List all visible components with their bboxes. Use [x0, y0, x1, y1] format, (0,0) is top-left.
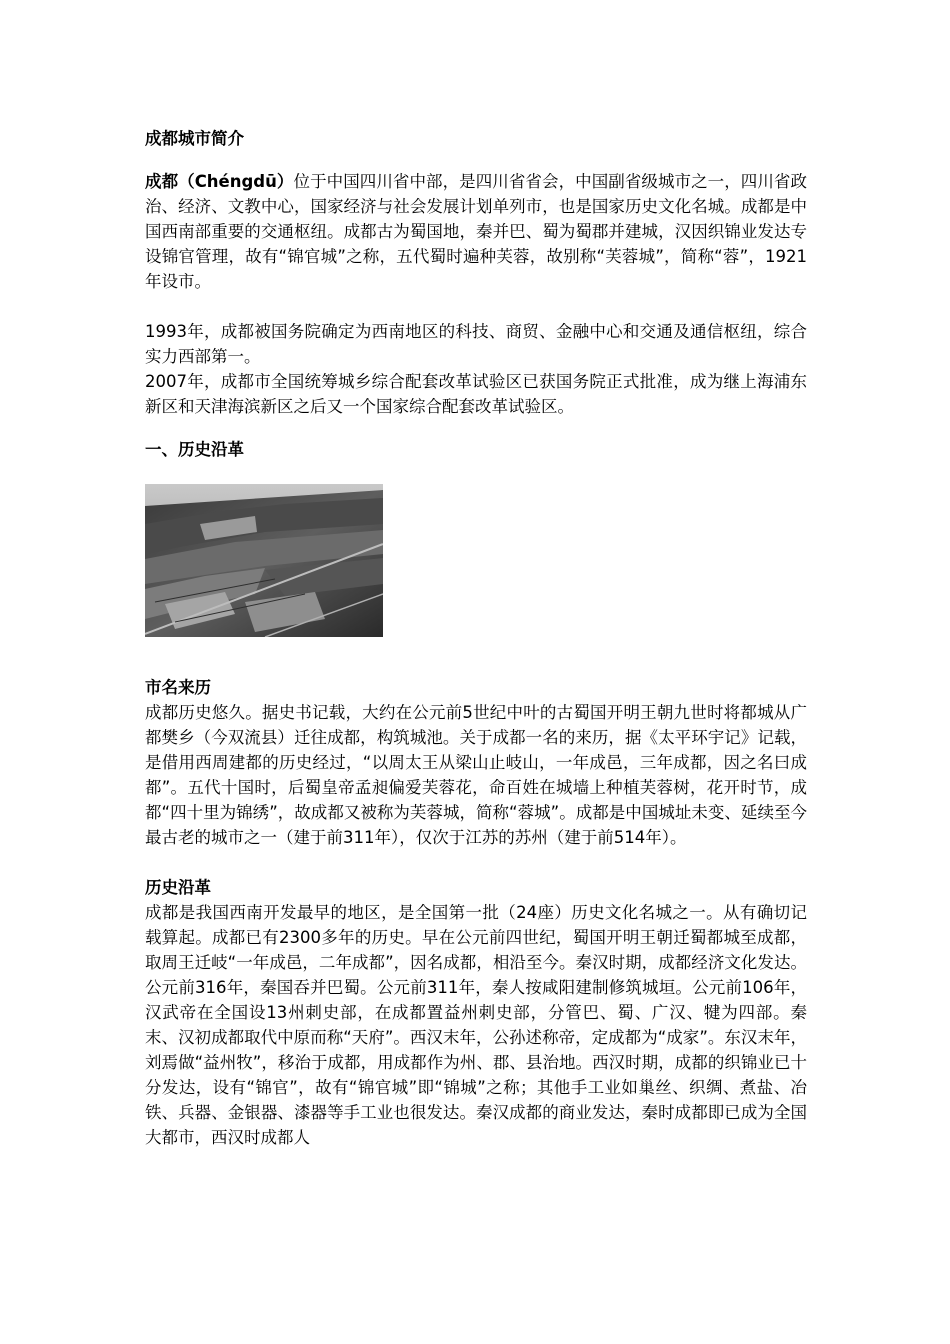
name-origin-paragraph: 成都历史悠久。据史书记载，大约在公元前5世纪中叶的古蜀国开明王朝九世时将都城从广都樊乡（今双流县）迁往成都，构筑城池。关于成都一名的来历，据《太平环宇记》记载，是借用西周建都的历史经过，“以周太王从梁山止岐山，一年成邑，三年成都，因之名曰成都”。五代十国时，后蜀皇帝孟昶偏爱芙蓉花，命百姓在城墙上种植芙蓉树，花开时节，成都“四十里为锦绣”，故成都又被称为芙蓉城，简称“蓉城”。成都是中国城址未变、延续至今最古老的城市之一（建于前311年），仅次于江苏的苏州（建于前514年）。	[145, 703, 807, 847]
document-body	[145, 126, 807, 1150]
aerial-city-photo	[145, 484, 383, 637]
city-name: 成都（Chéngdū）	[145, 172, 294, 191]
subheading-name-origin: 市名来历	[145, 678, 211, 697]
subheading-history: 历史沿革	[145, 878, 211, 897]
paragraph-1993: 1993年，成都被国务院确定为西南地区的科技、商贸、金融中心和交通及通信枢纽，综合实力西部第一。	[145, 322, 807, 366]
history-paragraph: 成都是我国西南开发最早的地区，是全国第一批（24座）历史文化名城之一。从有确切记载算起。成都已有2300多年的历史。早在公元前四世纪，蜀国开明王朝迁蜀都城至成都，取周王迁岐“一年成邑，二年成都”，因名成都，相沿至今。秦汉时期，成都经济文化发达。公元前316年，秦国吞并巴蜀。公元前311年，秦人按咸阳建制修筑城垣。公元前106年，汉武帝在全国设13州刺史部，在成都置益州刺史部，分管巴、蜀、广汉、犍为四部。秦末、汉初成都取代中原而称“天府”。西汉末年，公孙述称帝，定成都为“成家”。东汉末年，刘焉做“益州牧”，移治于成都，用成都作为州、郡、县治地。西汉时期，成都的织锦业已十分发达，设有“锦官”，故有“锦官城”即“锦城”之称；其他手工业如巢丝、织绸、煮盐、冶铁、兵器、金银器、漆器等手工业也很发达。秦汉成都的商业发达，秦时成都即已成为全国大都市，西汉时成都人	[145, 903, 807, 1147]
paragraph-2007: 2007年，成都市全国统筹城乡综合配套改革试验区已获国务院正式批准，成为继上海浦东新区和天津海滨新区之后又一个国家综合配套改革试验区。	[145, 372, 807, 416]
document-title: 成都城市简介	[145, 129, 244, 148]
intro-paragraph	[145, 169, 807, 294]
section-heading-history: 一、历史沿革	[145, 440, 244, 459]
intro-text: 位于中国四川省中部，是四川省省会，中国副省级城市之一，四川省政治、经济、文教中心，国家经济与社会发展计划单列市，也是国家历史文化名城。成都是中国西南部重要的交通枢纽。成都古为蜀国地，秦并巴、蜀为蜀郡并建城，汉因织锦业发达专设锦官管理，故有“锦官城”之称，五代蜀时遍种芙蓉，故别称“芙蓉城”，简称“蓉”，1921年设市。	[145, 172, 807, 291]
